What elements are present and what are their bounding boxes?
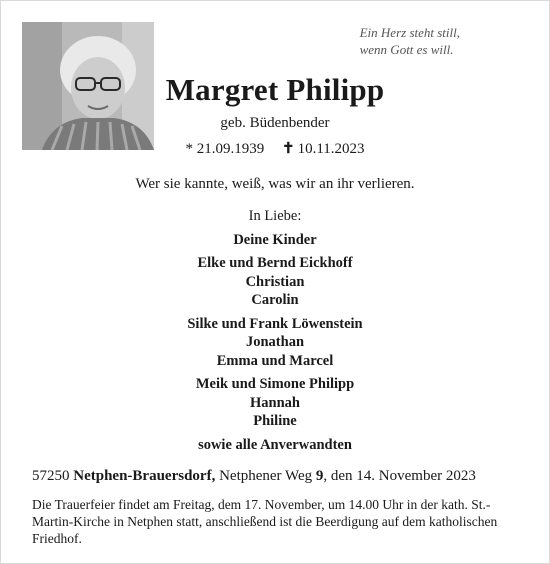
- mourners-closing: sowie alle Anverwandten: [198, 436, 352, 453]
- address-date: , den 14. November 2023: [323, 468, 476, 484]
- family-line: Carolin: [251, 292, 299, 308]
- birth-date: 21.09.1939: [196, 141, 265, 157]
- address-line: [32, 468, 532, 485]
- family-line: Philine: [253, 413, 297, 429]
- quote: Wer sie kannte, weiß, was wir an ihr verlieren.: [135, 176, 415, 192]
- portrait-image: [22, 22, 154, 150]
- death-date: 10.11.2023: [297, 141, 365, 157]
- address-number: 9: [315, 468, 324, 484]
- address-zip: 57250: [32, 468, 70, 484]
- family-line: Elke und Bernd Eickhoff: [197, 255, 353, 271]
- address-street: Netphener Weg: [219, 468, 313, 484]
- maiden-name: geb. Büdenbender: [220, 115, 330, 131]
- motto-line: Ein Herz steht still,: [359, 25, 460, 40]
- family-line: Hannah: [250, 394, 300, 411]
- mourners-heading: Deine Kinder: [233, 231, 317, 248]
- life-dates: [165, 139, 385, 158]
- ceremony-text: Die Trauerfeier findet am Freitag, dem 17. November, um 14.00 Uhr in der kath. St.-Martin-Kirche in Netphen statt, anschließend ist die Beerdigung auf dem katholischen Friedhof.: [32, 497, 498, 546]
- family-line: Christian: [245, 273, 305, 290]
- mourners-list: [0, 207, 550, 454]
- family-line: Emma und Marcel: [216, 352, 334, 369]
- portrait-photo: [22, 22, 154, 150]
- birth-symbol: *: [185, 141, 193, 157]
- motto: [360, 24, 460, 58]
- family-line: Jonathan: [245, 334, 305, 350]
- deceased-name: Margret Philipp: [165, 72, 385, 107]
- motto-line: wenn Gott es will.: [359, 42, 454, 57]
- address-place: Netphen-Brauersdorf,: [73, 468, 216, 484]
- cross-icon: ✝: [281, 141, 295, 157]
- family-line: Silke und Frank Löwenstein: [187, 315, 363, 332]
- mourners-intro: In Liebe:: [248, 208, 302, 224]
- family-line: Meik und Simone Philipp: [195, 376, 355, 392]
